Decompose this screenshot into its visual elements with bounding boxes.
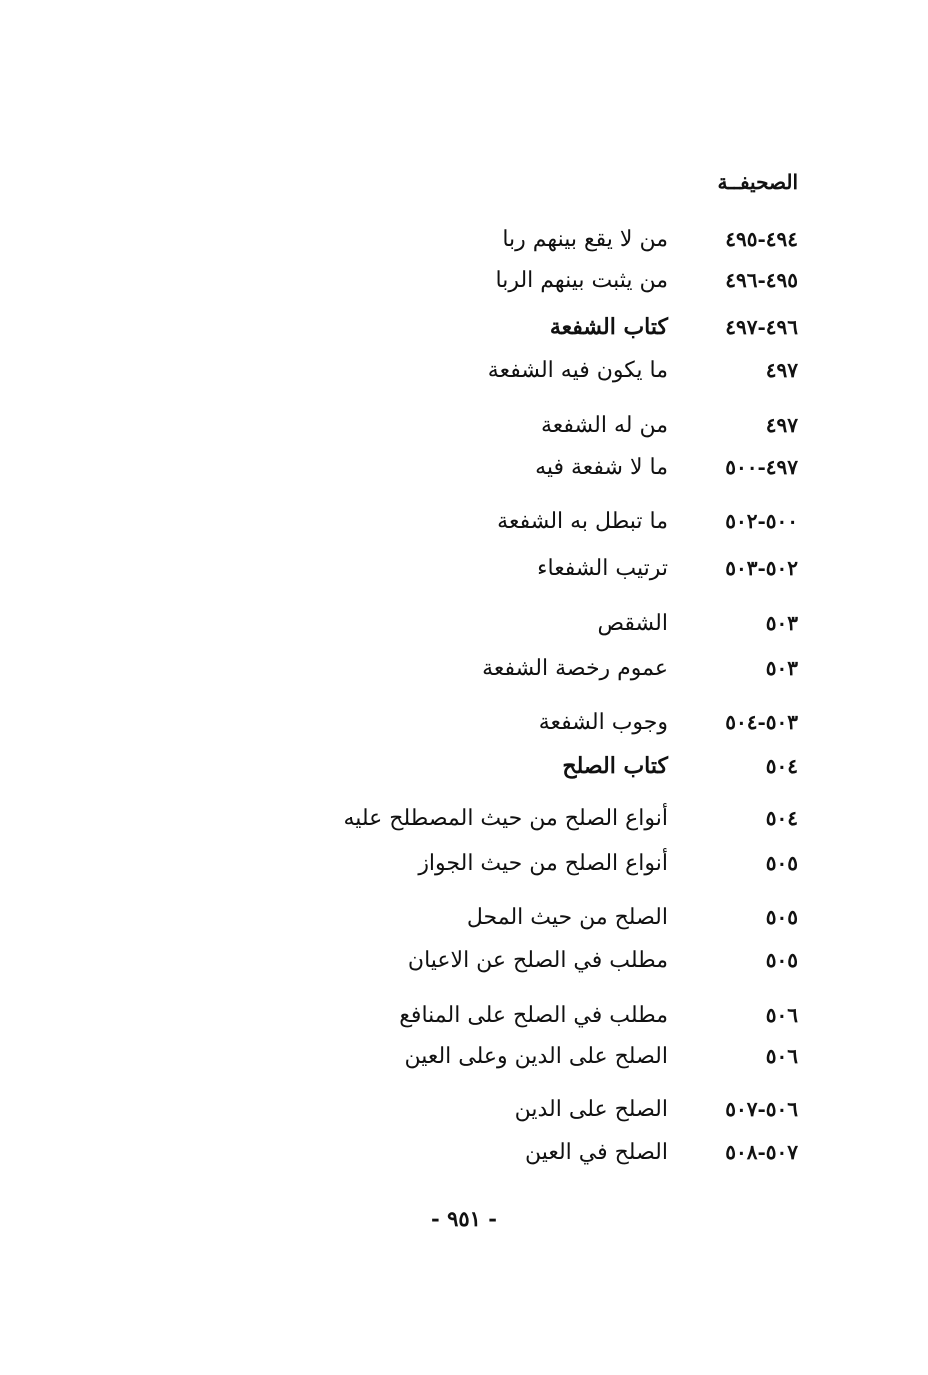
toc-entry-title: من يثبت بينهم الربا — [495, 267, 668, 293]
toc-entry-title: عموم رخصة الشفعة — [482, 655, 668, 681]
toc-entry-title: ما تبطل به الشفعة — [497, 508, 668, 534]
toc-entry-title: الشقص — [597, 610, 668, 636]
toc-page-range: ٥٠٣ — [765, 656, 798, 680]
toc-page-range: ٥٠٥ — [765, 905, 798, 929]
toc-entry — [497, 503, 798, 539]
toc-entry-title: من لا يقع بينهم ربا — [502, 226, 668, 252]
toc-page-range: ٤٩٤-٤٩٥ — [725, 227, 798, 251]
toc-page-range: ٤٩٦-٤٩٧ — [725, 315, 798, 339]
toc-entry-title: أنواع الصلح من حيث الجواز — [418, 850, 668, 876]
toc-book-heading — [562, 748, 798, 784]
toc-page-range: ٥٠٥ — [765, 851, 798, 875]
toc-entry-title: ترتيب الشفعاء — [537, 555, 668, 581]
toc-entry — [537, 550, 798, 586]
toc-entry-title: الصلح في العين — [524, 1139, 668, 1165]
toc-page-range: ٤٩٥-٤٩٦ — [725, 268, 798, 292]
toc-entry-title: من له الشفعة — [541, 412, 668, 438]
toc-entry-title: كتاب الصلح — [562, 753, 668, 779]
toc-entry — [597, 605, 798, 641]
toc-entry — [515, 1091, 798, 1127]
toc-page-range: ٥٠٥ — [765, 948, 798, 972]
toc-entry-title: ما لا شفعة فيه — [535, 454, 668, 480]
toc-entry-title: مطلب في الصلح عن الاعيان — [407, 947, 668, 973]
toc-entry — [502, 221, 798, 257]
toc-entry — [488, 352, 798, 388]
toc-entry-title: أنواع الصلح من حيث المصطلح عليه — [343, 805, 668, 831]
toc-page-range: ٥٠٦ — [765, 1003, 798, 1027]
toc-page-range: ٥٠٣ — [765, 611, 798, 635]
toc-page-range: ٤٩٧ — [765, 358, 798, 382]
page-number: - ٩٥١ - — [431, 1206, 497, 1231]
toc-entry-title: وجوب الشفعة — [538, 709, 668, 735]
toc-entry — [539, 704, 798, 740]
toc-entry-title: مطلب في الصلح على المنافع — [399, 1002, 668, 1028]
toc-entry — [496, 262, 798, 298]
toc-entry — [535, 449, 798, 485]
toc-entry — [343, 800, 798, 836]
toc-entry — [399, 997, 798, 1033]
toc-page-range: ٥٠٢-٥٠٣ — [725, 556, 798, 580]
toc-page-range: ٥٠٦-٥٠٧ — [725, 1097, 798, 1121]
toc-page-range: ٥٠٦ — [765, 1044, 798, 1068]
toc-page-range: ٥٠٣-٥٠٤ — [725, 710, 798, 734]
toc-entry — [404, 1038, 798, 1074]
toc-entry-title: الصلح على الدين — [514, 1096, 668, 1122]
toc-page-range: ٤٩٧-٥٠٠ — [725, 455, 798, 479]
toc-entry — [467, 899, 798, 935]
toc-page-range: ٤٩٧ — [765, 413, 798, 437]
toc-entry-title: كتاب الشفعة — [549, 314, 668, 340]
toc-book-heading — [550, 309, 798, 345]
toc-entry — [482, 650, 798, 686]
toc-entry — [525, 1134, 798, 1170]
toc-entry — [418, 845, 798, 881]
toc-entry — [408, 942, 798, 978]
toc-page-range: ٥٠٤ — [765, 754, 798, 778]
toc-entry-title: الصلح على الدين وعلى العين — [404, 1043, 668, 1069]
toc-page-range: ٥٠٠-٥٠٢ — [725, 509, 798, 533]
toc-entry-title: ما يكون فيه الشفعة — [487, 357, 668, 383]
column-header: الصحيفــة — [717, 170, 798, 194]
toc-page-range: ٥٠٧-٥٠٨ — [725, 1140, 798, 1164]
toc-page-range: ٥٠٤ — [765, 806, 798, 830]
toc-entry — [541, 407, 798, 443]
toc-entry-title: الصلح من حيث المحل — [466, 904, 668, 930]
